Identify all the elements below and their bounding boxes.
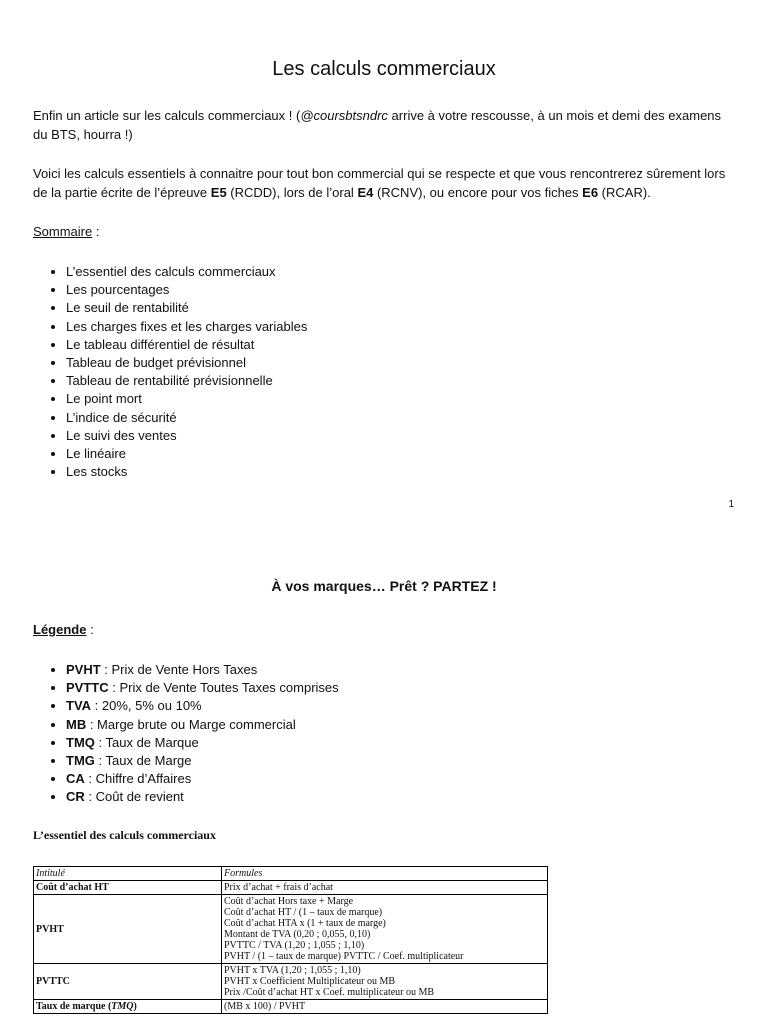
list-item: • Le tableau différentiel de résultat [66,336,307,354]
table-row [34,881,548,895]
list-item: • L’essentiel des calculs commerciaux [66,263,307,281]
legende-def: : Coût de revient [84,789,184,805]
legende-term: MB [66,716,87,732]
page-number: 1 [728,499,734,510]
row-label [34,1000,222,1014]
formula-line: PVHT / (1 – taux de marque) PVTTC / Coef. multiplicateur [224,951,464,962]
list-item: • Les stocks [66,463,307,481]
formula-line: Coût d’achat HT / (1 – taux de marque) [224,907,383,918]
table-header-row [34,867,548,881]
list-item: • L’indice de sécurité [66,409,307,427]
exam-e6: E6 [582,185,599,200]
table-section-title: L’essentiel des calculs commerciaux [33,828,216,842]
row-formulas [222,881,548,895]
formula-line: Coût d’achat HTA x (1 + taux de marge) [224,918,386,929]
formula-line: Prix /Coût d’achat HT x Coef. multiplicateur ou MB [224,987,435,998]
table-row [34,1000,548,1014]
row-label: PVTTC [34,964,222,1000]
list-item: • Le suivi des ventes [66,427,307,445]
formula-line: PVHT x Coefficient Multiplicateur ou MB [224,976,396,987]
page-title: Les calculs commerciaux [272,58,496,80]
formulas-table [33,866,548,1014]
row-label-main: Taux de marque ( [36,1001,112,1012]
list-item: • Les charges fixes et les charges variables [66,318,307,336]
intro-text-after: arrive à votre rescousse, à un mois et demi des examens du BTS, hourra !) [33,108,722,142]
list-item [66,661,339,679]
row-label-end: ) [133,1001,137,1012]
legende-term: PVTTC [66,680,109,696]
list-item: • Le seuil de rentabilité [66,299,307,317]
legende-term: TMQ [66,734,95,750]
list-item [66,788,339,806]
legende-term: CA [66,771,85,787]
list-item [66,734,339,752]
formula-line: PVTTC / TVA (1,20 ; 1,055 ; 1,10) [224,940,365,951]
list-item: • Le linéaire [66,445,307,463]
legende-def: : 20%, 5% ou 10% [91,698,202,714]
sommaire-colon: : [92,224,100,239]
formula-line: PVHT x TVA (1,20 ; 1,055 ; 1,10) [224,965,361,976]
legende-term: CR [66,789,85,805]
list-item [66,752,339,770]
sommaire-heading [33,224,99,239]
table-row [34,895,548,964]
legende-term: PVHT [66,662,101,677]
intro-text-before: Enfin un article sur les calculs commerciaux ! ( [33,108,301,123]
sommaire-label: Sommaire [33,224,93,239]
legende-def: : Chiffre d’Affaires [84,771,192,787]
legende-heading [33,622,94,637]
legende-label: Légende [33,622,87,637]
legende-def: : Prix de Vente Hors Taxes [100,662,258,677]
legende-list [33,661,339,807]
legende-term: TMG [66,753,95,769]
instagram-handle: @coursbtsndrc [300,108,388,123]
formula-line: (MB x 100) / PVHT [224,1001,306,1012]
exam-text-3: (RCNV), ou encore pour vos fiches [373,185,583,200]
row-label-abbrev: TMQ [111,1001,134,1012]
legende-def: : Taux de Marque [94,734,199,750]
section-heading: À vos marques… Prêt ? PARTEZ ! [271,578,497,594]
row-label: Coût d’achat HT [34,881,222,895]
legende-def: : Marge brute ou Marge commercial [86,716,296,732]
header-cell-formules: Formules [222,867,548,881]
list-item [66,697,339,715]
row-formulas [222,895,548,964]
list-item: • Le point mort [66,390,307,408]
table-row [34,964,548,1000]
exam-text-2: (RCDD), lors de l’oral [226,185,358,200]
intro-paragraph [33,106,733,144]
list-item: • Tableau de budget prévisionnel [66,354,307,372]
exam-e5: E5 [210,185,227,200]
exam-paragraph [33,164,733,202]
list-item: • Les pourcentages [66,281,307,299]
formula-line: Montant de TVA (0,20 ; 0,055, 0,10) [224,929,371,940]
legende-def: : Prix de Vente Toutes Taxes comprises [108,680,339,696]
list-item [66,716,339,734]
list-item [66,770,339,788]
legende-colon: : [86,622,94,637]
legende-term: TVA [66,698,92,714]
header-cell-intitule: Intitulé [34,867,222,881]
list-item [66,679,339,697]
row-formulas [222,1000,548,1014]
list-item: • Tableau de rentabilité prévisionnelle [66,372,307,390]
row-formulas [222,964,548,1000]
row-label: PVHT [34,895,222,964]
formula-line: Prix d’achat + frais d’achat [224,882,333,893]
exam-text-1: Voici les calculs essentiels à connaitre pour tout bon commercial qui se respecte et que vous rencontrerez sûrement lors de la partie écrite de l’épreuve [33,166,726,200]
sommaire-list [33,263,307,481]
exam-text-4: (RCAR). [598,185,651,200]
formula-line: Coût d’achat Hors taxe + Marge [224,896,354,907]
legende-def: : Taux de Marge [94,753,192,769]
exam-e4: E4 [357,185,374,200]
